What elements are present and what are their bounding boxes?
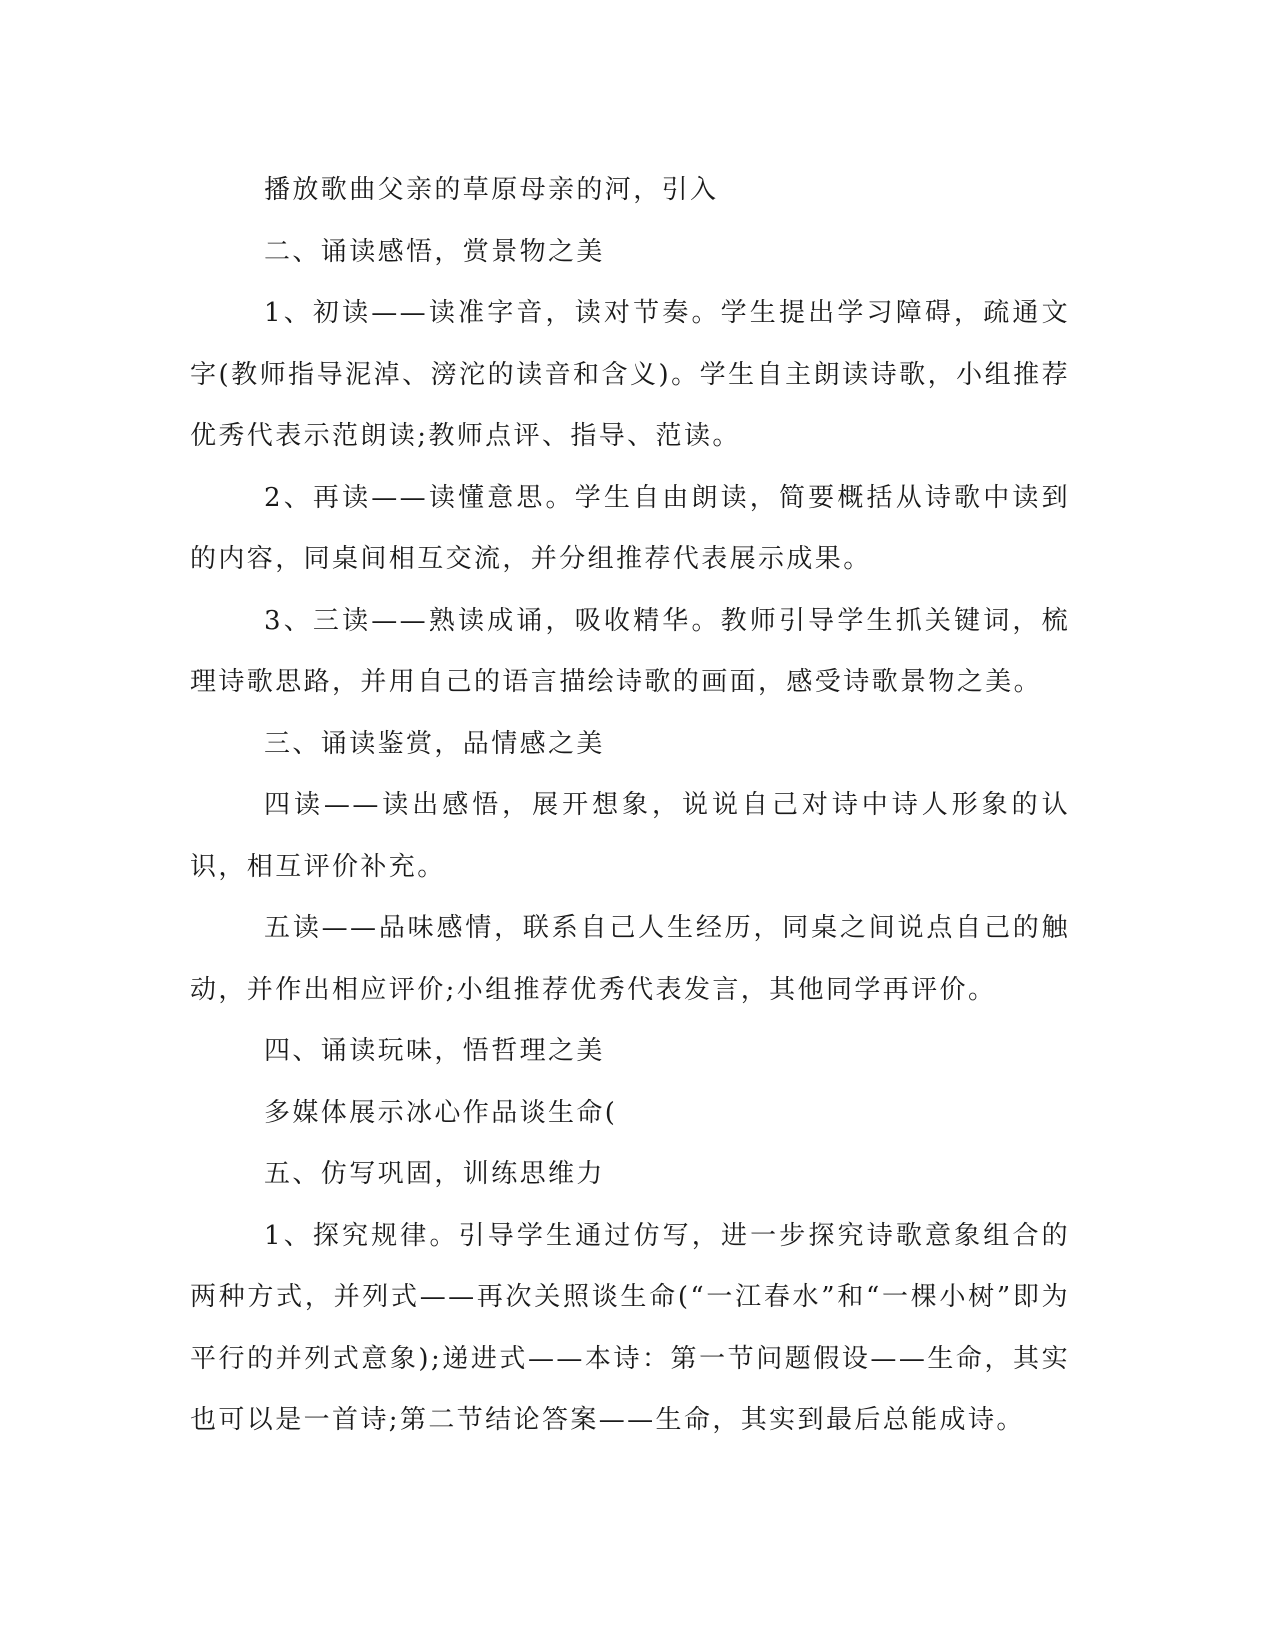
paragraph-third-reading: 3、三读——熟读成诵，吸收精华。教师引导学生抓关键词，梳理诗歌思路，并用自己的语言描绘诗歌的画面，感受诗歌景物之美。 bbox=[190, 605, 1070, 697]
paragraph-explore-pattern: 1、探究规律。引导学生通过仿写，进一步探究诗歌意象组合的两种方式，并列式——再次关照谈生命(“一江春水”和“一棵小树”即为平行的并列式意象);递进式——本诗：第一节问题假设——生命，其实也可以是一首诗;第二节结论答案——生命，其实到最后总能成诗。 bbox=[190, 1220, 1070, 1435]
paragraph-second-reading: 2、再读——读懂意思。学生自由朗读，简要概括从诗歌中读到的内容，同桌间相互交流，并分组推荐代表展示成果。 bbox=[190, 482, 1070, 574]
paragraph-multimedia: 多媒体展示冰心作品谈生命( bbox=[264, 1097, 618, 1128]
heading-section-2: 二、诵读感悟，赏景物之美 bbox=[264, 236, 605, 267]
heading-section-3: 三、诵读鉴赏，品情感之美 bbox=[264, 728, 605, 759]
paragraph-fifth-reading: 五读——品味感情，联系自己人生经历，同桌之间说点自己的触动，并作出相应评价;小组推荐优秀代表发言，其他同学再评价。 bbox=[190, 913, 1070, 1005]
heading-section-5: 五、仿写巩固，训练思维力 bbox=[264, 1159, 605, 1189]
heading-section-4: 四、诵读玩味，悟哲理之美 bbox=[264, 1036, 605, 1066]
paragraph-first-reading: 1、初读——读准字音，读对节奏。学生提出学习障碍，疏通文字(教师指导泥淖、滂沱的读音和含义)。学生自主朗读诗歌，小组推荐优秀代表示范朗读;教师点评、指导、范读。 bbox=[190, 298, 1070, 451]
document-body bbox=[190, 160, 1070, 1452]
paragraph-fourth-reading: 四读——读出感悟，展开想象，说说自己对诗中诗人形象的认识，相互评价补充。 bbox=[190, 790, 1070, 882]
paragraph-intro-song: 播放歌曲父亲的草原母亲的河，引入 bbox=[264, 175, 719, 205]
